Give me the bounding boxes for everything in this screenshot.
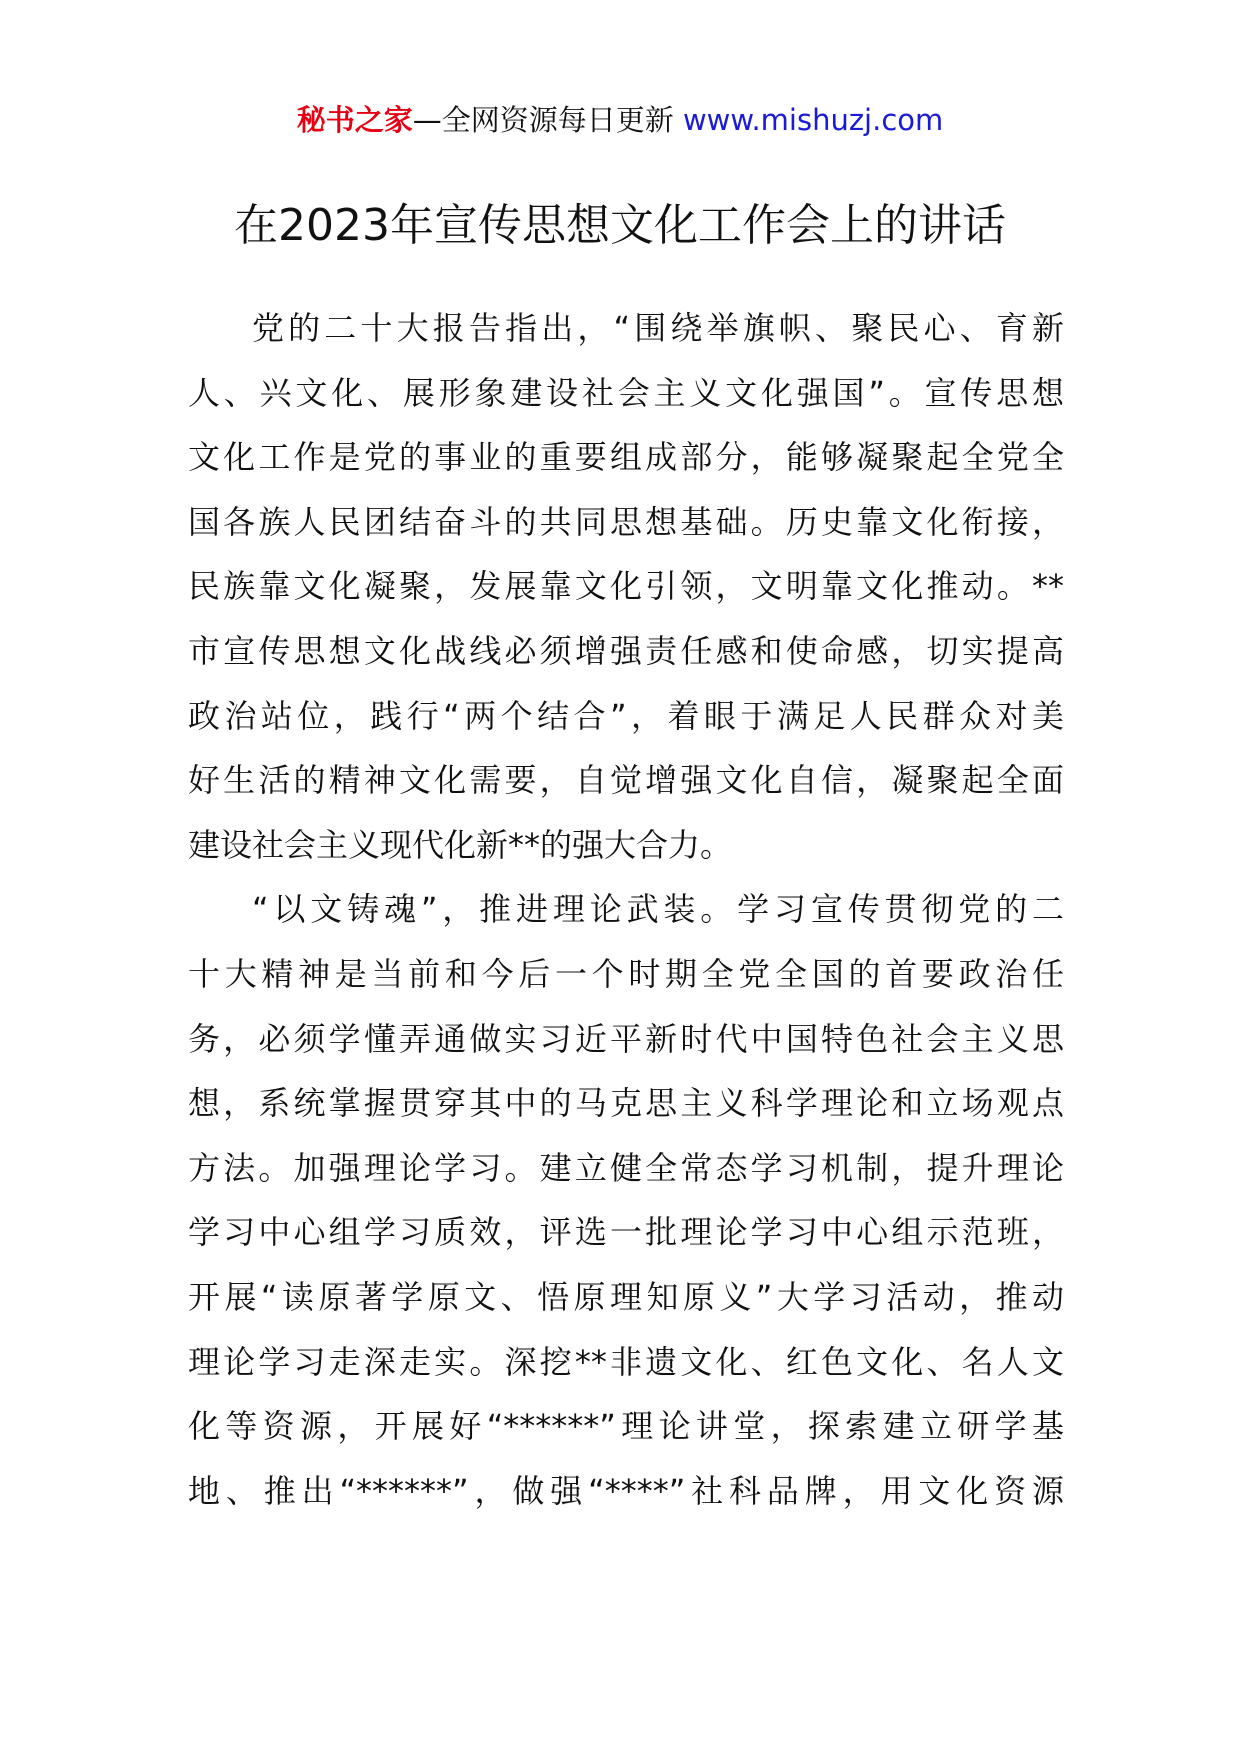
paragraph-line: 开展“读原著学原文、悟原理知原义”大学习活动，推动: [188, 1277, 1064, 1316]
paragraph-line: 建设社会主义现代化新**的强大合力。: [188, 825, 733, 864]
paragraph-line: 十大精神是当前和今后一个时期全党全国的首要政治任: [188, 954, 1064, 993]
paragraph-line: 化等资源，开展好“******”理论讲堂，探索建立研学基: [188, 1407, 1064, 1446]
paragraph-line: 理论学习走深走实。深挖**非遗文化、红色文化、名人文: [188, 1342, 1064, 1381]
paragraph-line: 国各族人民团结奋斗的共同思想基础。历史靠文化衔接，: [188, 502, 1064, 541]
document-title: 在2023年宣传思想文化工作会上的讲话: [234, 200, 1006, 251]
site-header: [0, 100, 1240, 140]
paragraph-line: 方法。加强理论学习。建立健全常态学习机制，提升理论: [188, 1148, 1064, 1187]
paragraph-line: 民族靠文化凝聚，发展靠文化引领，文明靠文化推动。**: [188, 567, 1064, 606]
paragraph-line: 好生活的精神文化需要，自觉增强文化自信，凝聚起全面: [188, 761, 1064, 800]
paragraph-line: “以文铸魂”，推进理论武装。学习宣传贯彻党的二: [252, 890, 1064, 929]
document-body: [188, 296, 1064, 1523]
paragraph-line: 市宣传思想文化战线必须增强责任感和使命感，切实提高: [188, 631, 1064, 670]
paragraph-line: 务，必须学懂弄通做实习近平新时代中国特色社会主义思: [188, 1019, 1064, 1058]
paragraph-line: 党的二十大报告指出，“围绕举旗帜、聚民心、育新: [252, 309, 1064, 347]
paragraph-line: 文化工作是党的事业的重要组成部分，能够凝聚起全党全: [188, 438, 1064, 477]
site-tagline: —全网资源每日更新: [412, 103, 674, 137]
paragraph-line: 政治站位，践行“两个结合”，着眼于满足人民群众对美: [188, 696, 1064, 735]
site-brand: 秘书之家: [296, 103, 413, 137]
paragraph-line: 学习中心组学习质效，评选一批理论学习中心组示范班，: [188, 1213, 1064, 1252]
paragraph-line: 地、推出“******”，做强“****”社科品牌，用文化资源: [188, 1471, 1064, 1510]
site-url-link[interactable]: www.mishuzj.com: [682, 103, 944, 137]
paragraph-line: 人、兴文化、展形象建设社会主义文化强国”。宣传思想: [188, 373, 1064, 412]
paragraph-line: 想，系统掌握贯穿其中的马克思主义科学理论和立场观点: [188, 1084, 1064, 1123]
